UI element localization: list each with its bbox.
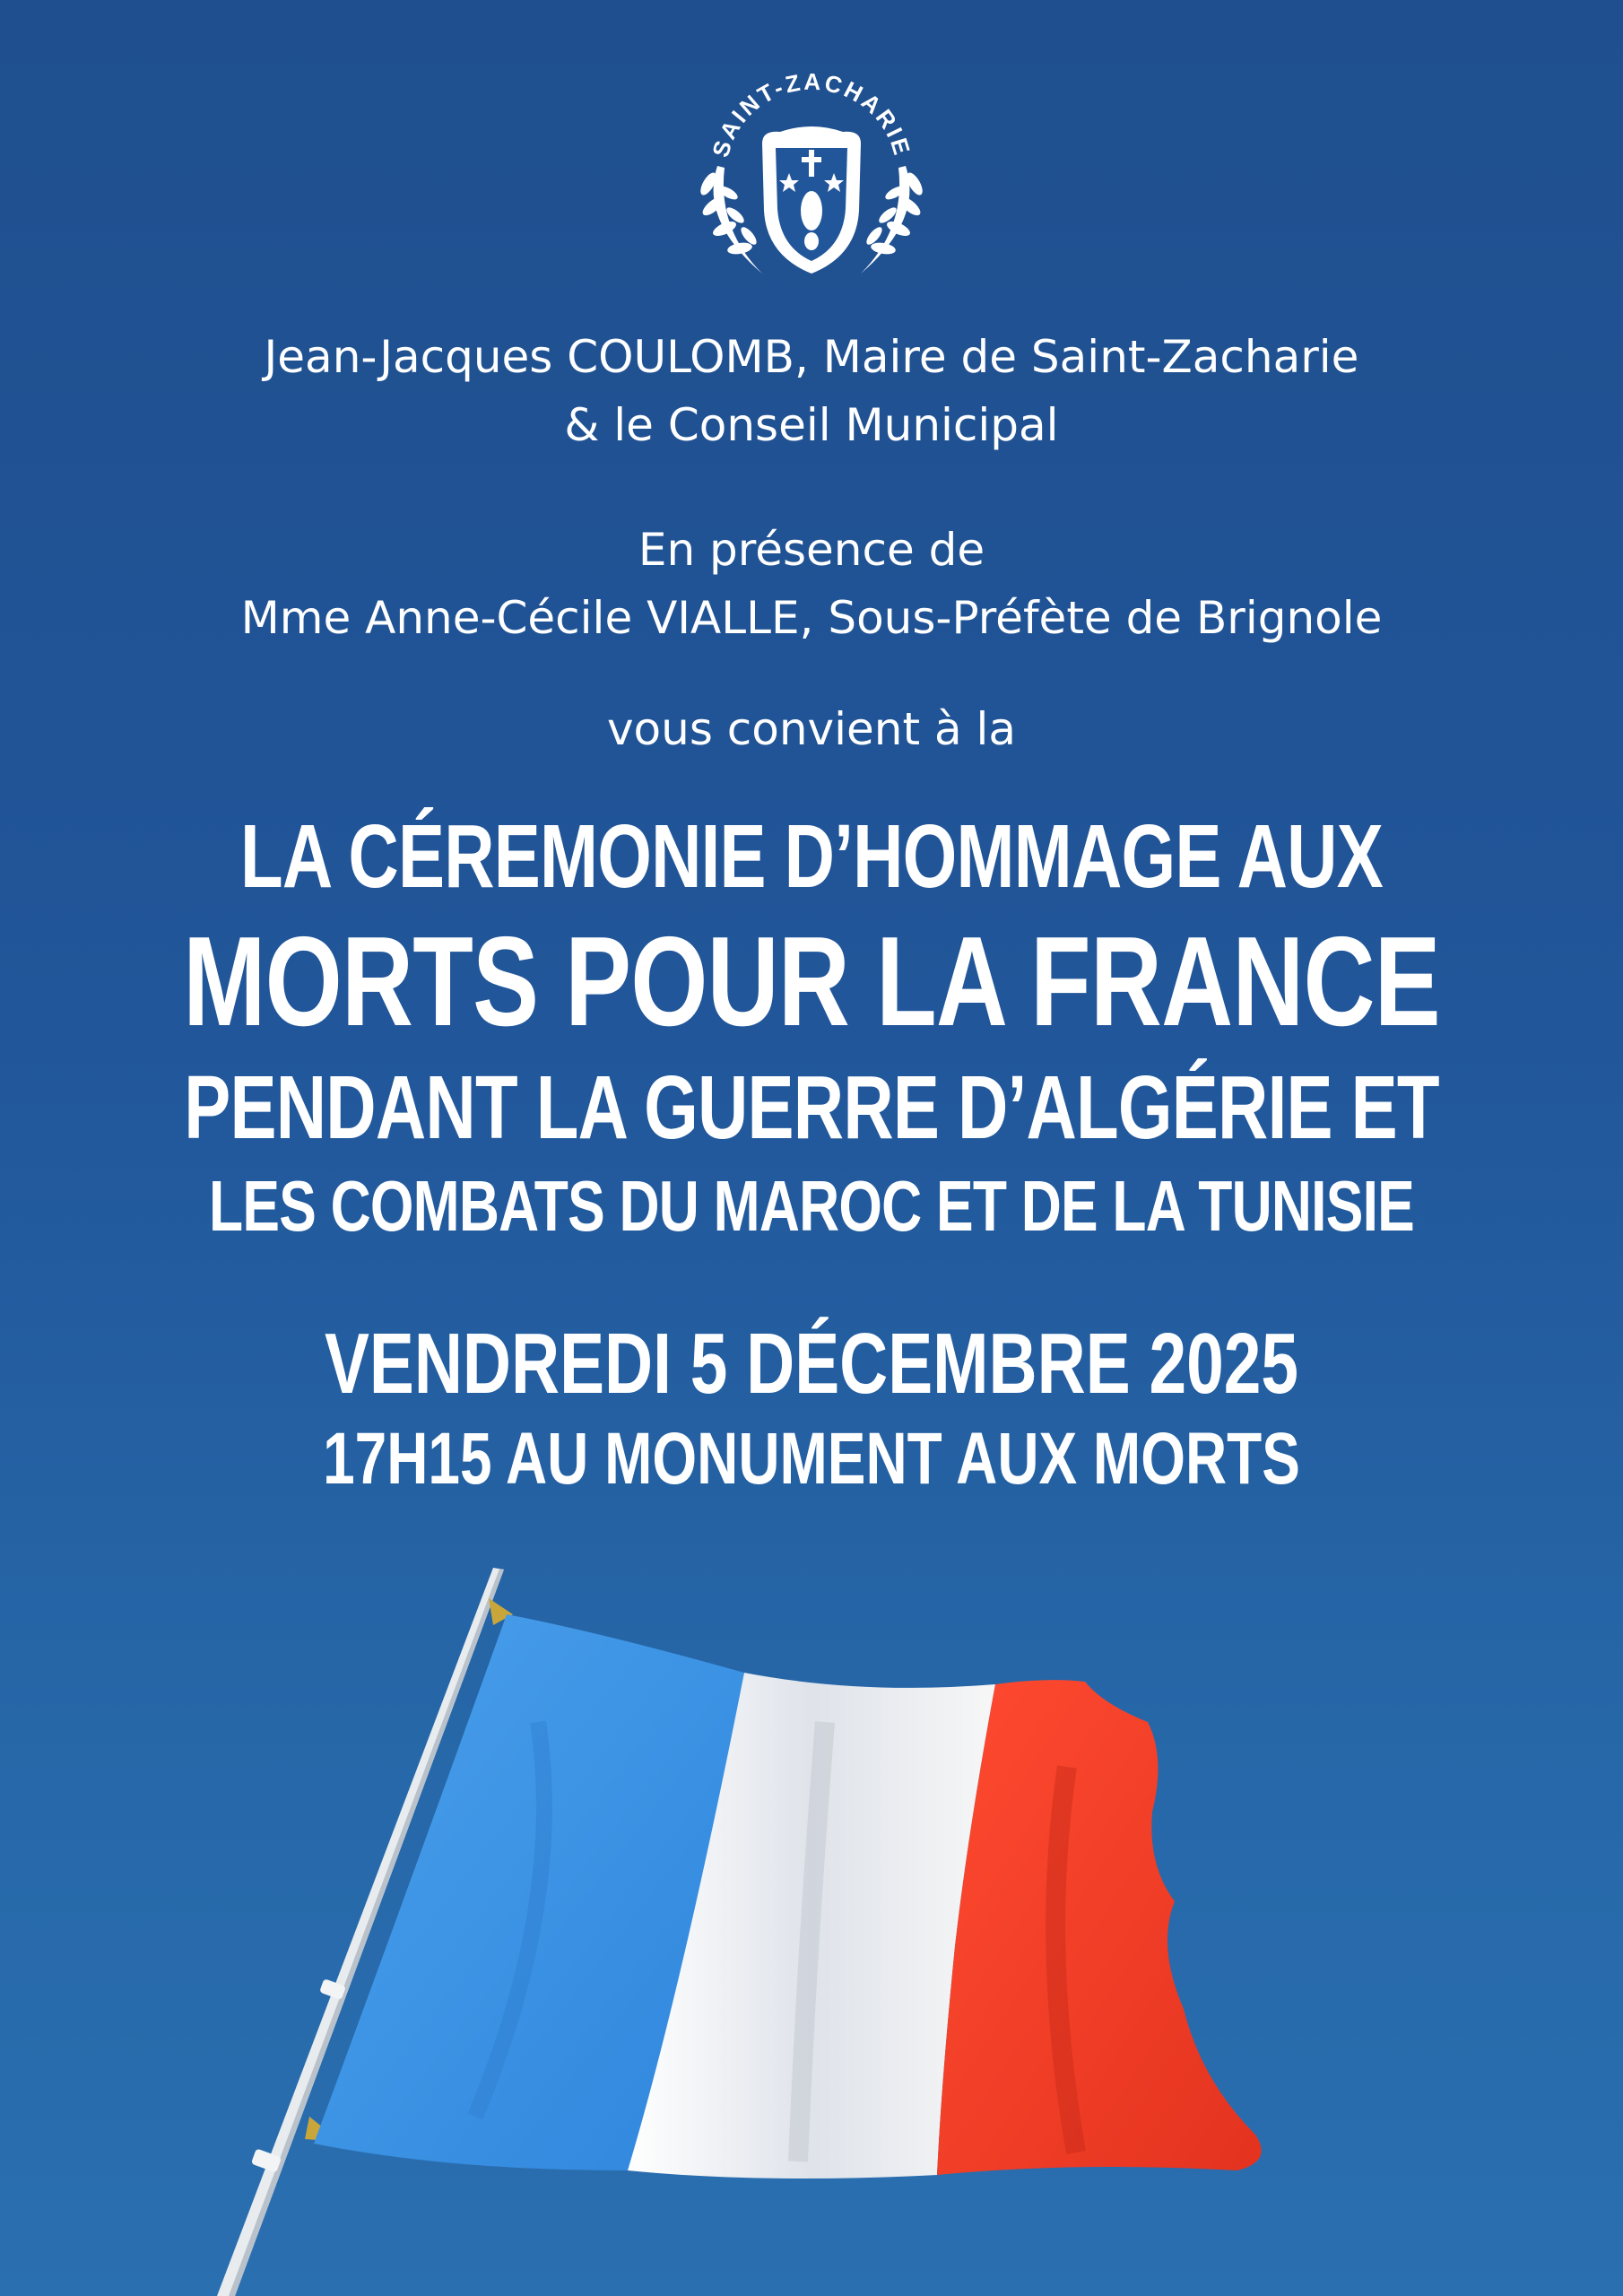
presence-block	[0, 516, 1623, 652]
presence-intro: En présence de	[638, 524, 985, 576]
hosts-block	[0, 323, 1623, 459]
mayor-line: Jean-Jacques COULOMB, Maire de Saint-Zacharie	[264, 331, 1359, 383]
ceremony-title	[0, 803, 1623, 1251]
title-line-3: PENDANT LA GUERRE D’ALGÉRIE ET	[184, 1057, 1439, 1158]
svg-text:SAINT-ZACHARIE: SAINT-ZACHARIE	[707, 67, 916, 161]
title-line-1: LA CÉREMONIE D’HOMMAGE AUX	[240, 806, 1383, 907]
event-date: VENDREDI 5 DÉCEMBRE 2025	[324, 1316, 1299, 1412]
title-line-4: LES COMBATS DU MAROC ET DE LA TUNISIE	[209, 1166, 1414, 1246]
french-flag-icon	[179, 1543, 1300, 2296]
title-line-2: MORTS POUR LA FRANCE	[183, 910, 1440, 1053]
council-line: & le Conseil Municipal	[564, 399, 1059, 451]
saint-zacharie-emblem-icon	[664, 49, 959, 291]
invite-line: vous convient à la	[606, 703, 1017, 755]
event-time-place: 17H15 AU MONUMENT AUX MORTS	[323, 1418, 1300, 1500]
sub-prefect-line: Mme Anne-Cécile VIALLE, Sous-Préfète de Brignole	[240, 592, 1383, 644]
event-details	[0, 1314, 1623, 1504]
